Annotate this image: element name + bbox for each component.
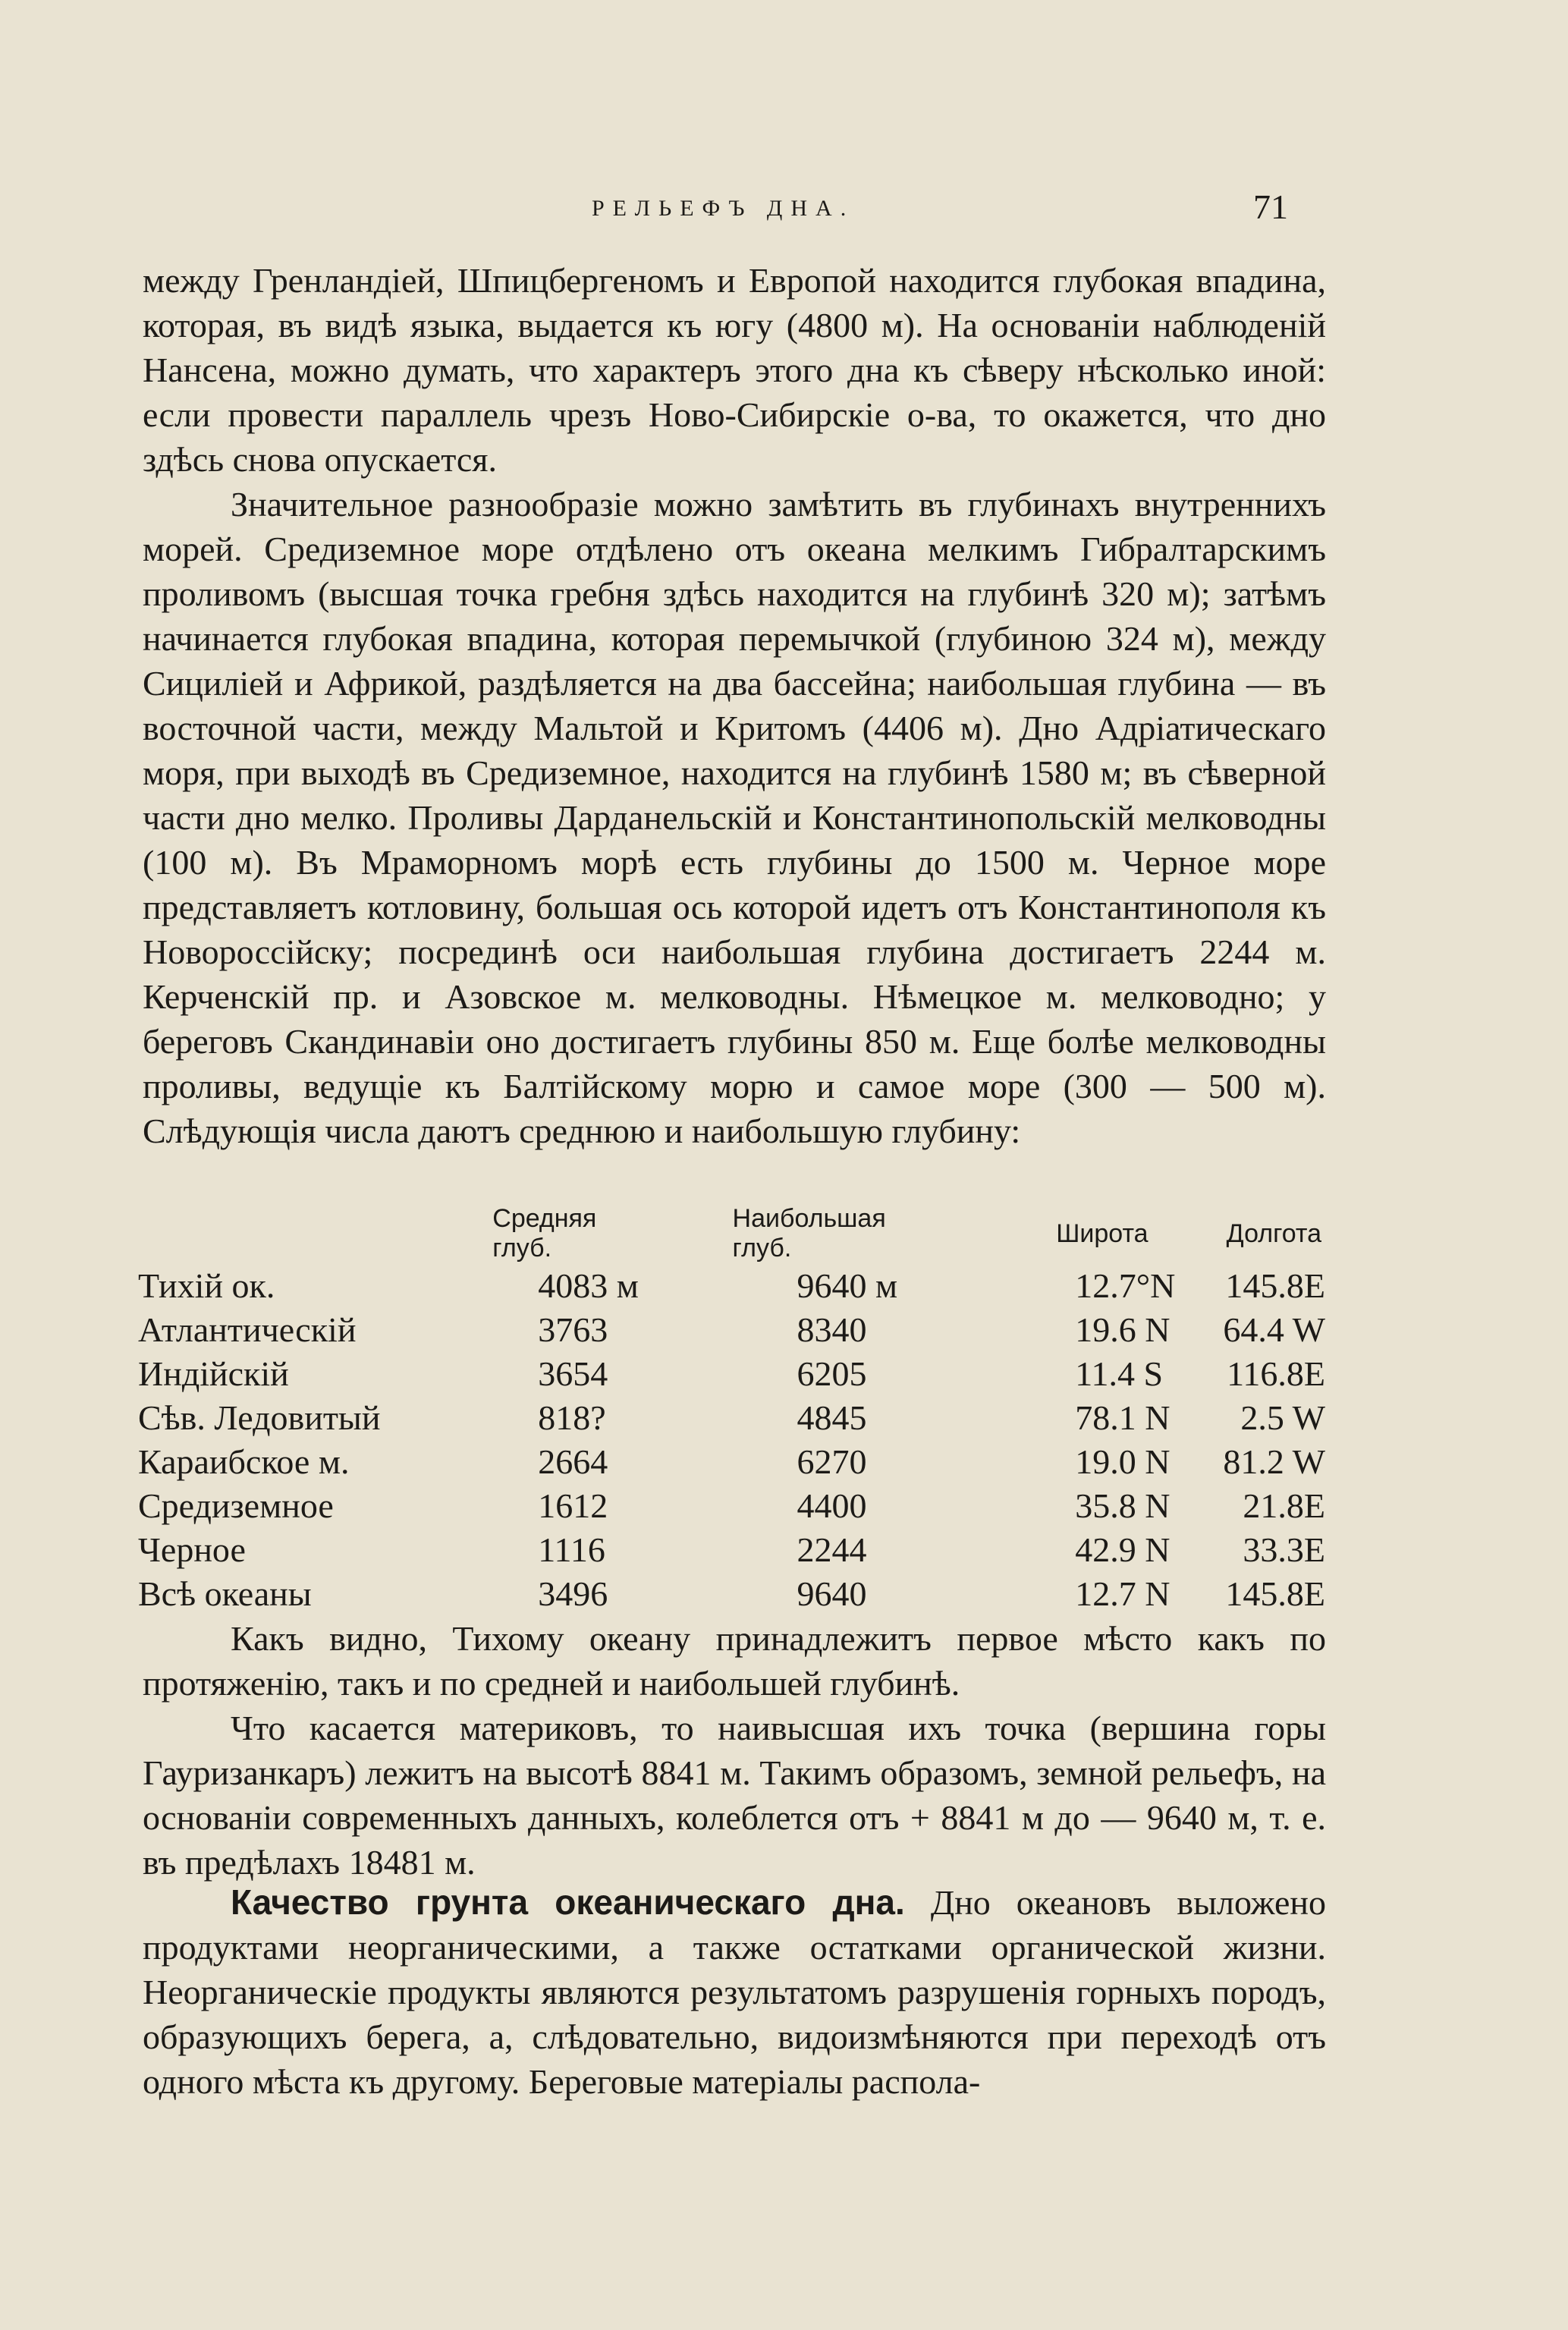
table-cell-longitude: 145.8E xyxy=(1225,1266,1325,1305)
table-header-name xyxy=(138,1204,394,1263)
table-header-average-depth: Средняя глуб. xyxy=(492,1204,597,1262)
text-block-after-table xyxy=(143,1616,1326,1885)
table-cell-average: 3763 xyxy=(538,1310,608,1349)
table-cell-average: 818? xyxy=(538,1398,606,1437)
table-header-longitude: Долгота xyxy=(1226,1218,1321,1248)
table-cell-longitude: 64.4 W xyxy=(1223,1310,1325,1349)
table-cell-latitude: 12.7°N xyxy=(1075,1266,1176,1305)
table-row xyxy=(138,1351,1333,1395)
table-header-row xyxy=(138,1204,1333,1263)
text-block-section xyxy=(143,1880,1326,2104)
table-header-max-depth: Наибольшая глуб. xyxy=(732,1204,886,1262)
table-row xyxy=(138,1439,1333,1483)
table-cell-longitude: 116.8E xyxy=(1227,1354,1325,1393)
section-heading: Качество грунта океаническаго дна. xyxy=(231,1882,905,1922)
table-cell-average: 4083 м xyxy=(538,1266,639,1305)
table-cell-average: 1116 xyxy=(538,1530,605,1569)
table-row xyxy=(138,1527,1333,1571)
running-head: РЕЛЬЕФЪ ДНА. xyxy=(592,196,855,221)
table-cell-name: Средиземное xyxy=(138,1486,334,1525)
table-cell-name: Сѣв. Ледовитый xyxy=(138,1398,381,1437)
depth-table xyxy=(138,1204,1333,1615)
table-cell-name: Всѣ океаны xyxy=(138,1574,312,1613)
table-cell-latitude: 78.1 N xyxy=(1075,1398,1171,1437)
table-row xyxy=(138,1571,1333,1615)
table-cell-latitude: 11.4 S xyxy=(1075,1354,1164,1393)
table-cell-max: 2244 xyxy=(797,1530,867,1569)
table-cell-max: 8340 xyxy=(797,1310,867,1349)
table-cell-average: 3496 xyxy=(538,1574,608,1613)
table-cell-longitude: 33.3E xyxy=(1243,1530,1325,1569)
table-cell-latitude: 19.6 N xyxy=(1075,1310,1171,1349)
table-cell-max: 9640 м xyxy=(797,1266,898,1305)
table-cell-latitude: 42.9 N xyxy=(1075,1530,1171,1569)
table-cell-average: 2664 xyxy=(538,1442,608,1481)
table-row xyxy=(138,1263,1333,1307)
table-cell-max: 4400 xyxy=(797,1486,867,1525)
table-cell-max: 4845 xyxy=(797,1398,867,1437)
table-cell-name: Индійскій xyxy=(138,1354,289,1393)
table-cell-max: 6270 xyxy=(797,1442,867,1481)
table-header-latitude: Широта xyxy=(1056,1218,1149,1248)
section-text: Дно океановъ выложено продуктами неорганическими, а также остатками органической жизни. Неорганическіе продукты являются результатомъ разрушенія горныхъ породъ, образующихъ берега, а, слѣдовательно, видоизмѣняются при переходѣ отъ одного мѣста къ другому. Береговые матеріалы распола- xyxy=(143,1883,1327,2101)
paragraph-pacific: Какъ видно, Тихому океану принадлежитъ первое мѣсто какъ по протяженію, такъ и по средней и наибольшей глубинѣ. xyxy=(143,1619,1326,1703)
table-row xyxy=(138,1483,1333,1527)
table-cell-longitude: 81.2 W xyxy=(1223,1442,1325,1481)
table-cell-latitude: 12.7 N xyxy=(1075,1574,1171,1613)
table-row xyxy=(138,1307,1333,1351)
table-cell-max: 9640 xyxy=(797,1574,867,1613)
table-cell-longitude: 2.5 W xyxy=(1240,1398,1325,1437)
table-cell-name: Черное xyxy=(138,1530,246,1569)
table-cell-latitude: 19.0 N xyxy=(1075,1442,1171,1481)
table-cell-name: Караибское м. xyxy=(138,1442,350,1481)
table-row xyxy=(138,1395,1333,1439)
table-cell-name: Тихій ок. xyxy=(138,1266,275,1305)
table-cell-longitude: 145.8E xyxy=(1225,1574,1325,1613)
paragraph-continents: Что касается материковъ, то наивысшая ихъ точка (вершина горы Гауризанкаръ) лежитъ на высотѣ 8841 м. Такимъ образомъ, земной рельефъ, на основаніи современныхъ данныхъ, колеблется отъ + 8841 м до — 9640 м, т. е. въ предѣлахъ 18481 м. xyxy=(143,1709,1326,1882)
table-cell-average: 3654 xyxy=(538,1354,608,1393)
paragraph-ocean-floor xyxy=(143,1880,1326,2104)
paragraph-inner-seas: Значительное разнообразіе можно замѣтить въ глубинахъ внутреннихъ морей. Средиземное море отдѣлено отъ океана мелкимъ Гибралтарскимъ проливомъ (высшая точка гребня здѣсь находится на глубинѣ 320 м); затѣмъ начинается глубокая впадина, которая перемычкой (глубиною 324 м), между Сициліей и Африкой, раздѣляется на два бассейна; наибольшая глубина — въ восточной части, между Мальтой и Критомъ (4406 м). Дно Адріатическаго моря, при выходѣ въ Средиземное, находится на глубинѣ 1580 м; въ сѣверной части дно мелко. Проливы Дарданельскій и Константинопольскій мелководны (100 м). Въ Мраморномъ морѣ есть глубины до 1500 м. Черное море представляетъ котловину, большая ось которой идетъ отъ Константинополя къ Новороссійску; посрединѣ оси наибольшая глубина достигаетъ 2244 м. Керченскій пр. и Азовское м. мелководны. Нѣмецкое м. мелководно; у береговъ Скандинавіи оно достигаетъ глубины 850 м. Еще болѣе мелководны проливы, ведущіе къ Балтійскому морю и самое море (300 — 500 м). Слѣдующія числа даютъ среднюю и наибольшую глубину: xyxy=(143,485,1326,1150)
page-number: 71 xyxy=(1253,187,1288,226)
table-cell-max: 6205 xyxy=(797,1354,867,1393)
table-cell-average: 1612 xyxy=(538,1486,608,1525)
table-cell-latitude: 35.8 N xyxy=(1075,1486,1171,1525)
paragraph-continued: между Гренландіей, Шпицбергеномъ и Европой находится глубокая впадина, которая, въ видѣ языка, выдается къ югу (4800 м). На основаніи наблюденій Нансена, можно думать, что характеръ этого дна къ сѣверу нѣсколько иной: если провести параллель чрезъ Ново-Сибирскіе о-ва, то окажется, что дно здѣсь снова опускается. xyxy=(143,261,1326,479)
table-cell-longitude: 21.8E xyxy=(1243,1486,1325,1525)
text-block-top xyxy=(143,258,1326,1153)
table-cell-name: Атлантическій xyxy=(138,1310,357,1349)
